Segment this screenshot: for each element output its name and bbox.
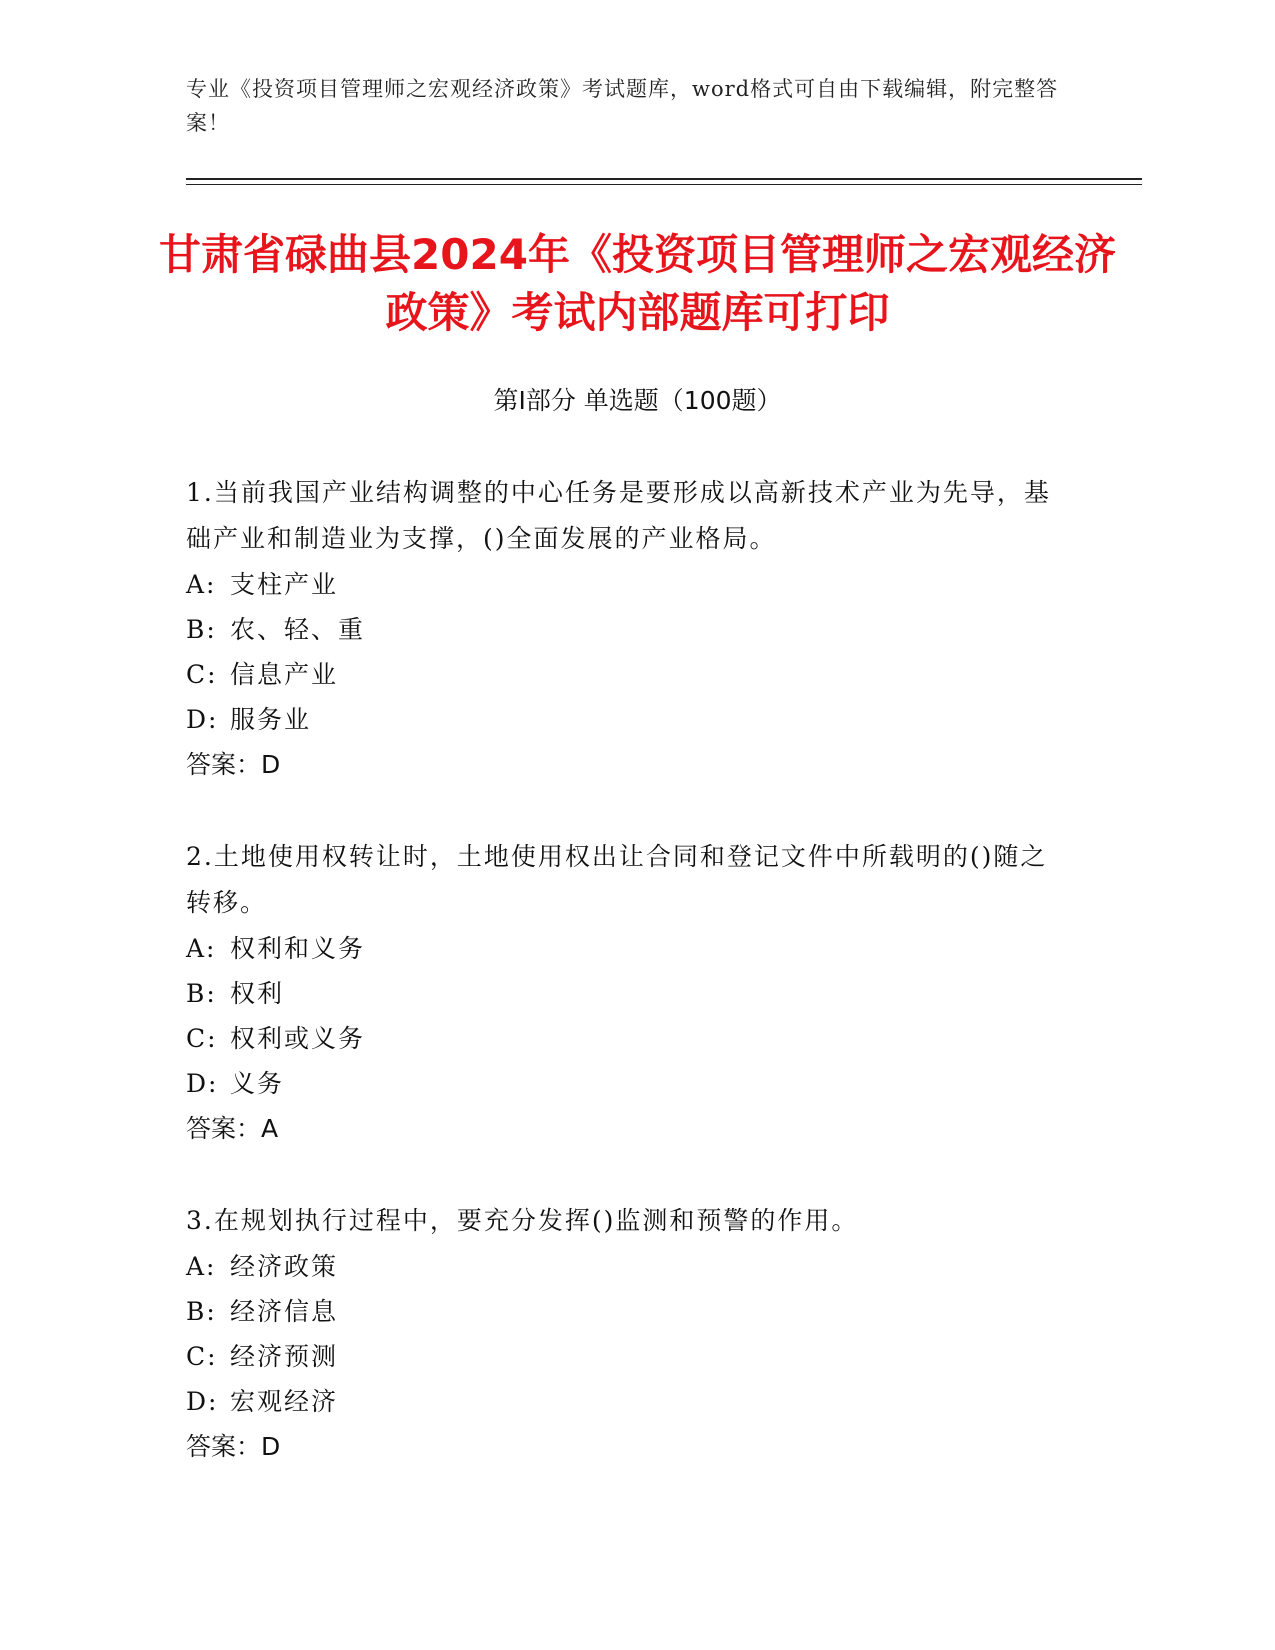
option-d — [186, 1061, 1066, 1106]
option-a — [186, 562, 1066, 607]
answer: 答案：D — [186, 1432, 281, 1461]
question-2 — [186, 834, 1066, 1152]
option-c — [186, 1334, 1066, 1379]
answer: 答案：D — [186, 750, 281, 779]
option-text: 权利 — [230, 979, 285, 1008]
option-a — [186, 1244, 1066, 1289]
answer: 答案：A — [186, 1114, 279, 1143]
question-stem: 2.土地使用权转让时，土地使用权出让合同和登记文件中所载明的()随之转移。 — [186, 842, 1048, 917]
section-heading: 第I部分 单选题（100题） — [493, 386, 782, 415]
option-b — [186, 971, 1066, 1016]
option-text: 经济预测 — [230, 1342, 339, 1371]
option-text: 信息产业 — [230, 660, 339, 689]
question-stem: 1.当前我国产业结构调整的中心任务是要形成以高新技术产业为先导，基础产业和制造业为支撑，()全面发展的产业格局。 — [186, 478, 1051, 553]
option-text: 宏观经济 — [230, 1387, 339, 1416]
header-rule-thin — [186, 184, 1142, 185]
question-3 — [186, 1198, 1066, 1470]
header-note: 专业《投资项目管理师之宏观经济政策》考试题库，word格式可自由下载编辑，附完整答案！ — [186, 77, 1059, 135]
option-key: A: — [186, 934, 217, 963]
option-b — [186, 607, 1066, 652]
option-text: 权利和义务 — [230, 934, 366, 963]
option-text: 支柱产业 — [230, 570, 339, 599]
option-d — [186, 697, 1066, 742]
option-key: B: — [186, 1297, 217, 1326]
option-key: B: — [186, 615, 217, 644]
option-text: 服务业 — [230, 705, 312, 734]
question-stem: 3.在规划执行过程中，要充分发挥()监测和预警的作用。 — [186, 1206, 859, 1235]
question-list — [186, 470, 1066, 1516]
option-a — [186, 926, 1066, 971]
option-key: A: — [186, 570, 217, 599]
option-text: 经济信息 — [230, 1297, 339, 1326]
option-key: D: — [186, 1069, 219, 1098]
question-1 — [186, 470, 1066, 788]
option-text: 农、轻、重 — [230, 615, 366, 644]
option-key: D: — [186, 1387, 219, 1416]
option-key: B: — [186, 979, 217, 1008]
option-b — [186, 1289, 1066, 1334]
option-d — [186, 1379, 1066, 1424]
option-key: A: — [186, 1252, 217, 1281]
document-title: 甘肃省碌曲县2024年《投资项目管理师之宏观经济政策》考试内部题库可打印 — [159, 230, 1116, 337]
option-c — [186, 1016, 1066, 1061]
option-key: D: — [186, 705, 219, 734]
header-rule-thick — [186, 178, 1142, 180]
option-key: C: — [186, 1024, 218, 1053]
option-text: 权利或义务 — [230, 1024, 366, 1053]
option-c — [186, 652, 1066, 697]
option-key: C: — [186, 660, 218, 689]
option-text: 义务 — [230, 1069, 285, 1098]
option-key: C: — [186, 1342, 218, 1371]
option-text: 经济政策 — [230, 1252, 339, 1281]
